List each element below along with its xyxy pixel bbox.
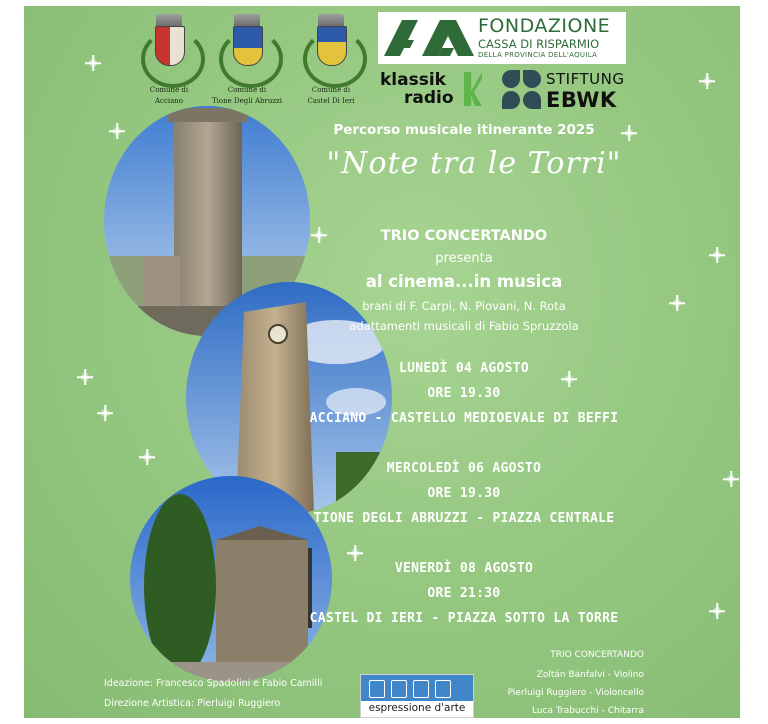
series-title: Percorso musicale itinerante 2025 xyxy=(333,122,595,138)
event-1-date: LUNEDÌ 04 AGOSTO xyxy=(398,361,530,376)
crest-name: Tione Degli Abruzzi xyxy=(212,97,282,105)
crest-comune-label: Comune di xyxy=(149,86,189,94)
sparkle xyxy=(142,452,152,462)
event-2-place: TIONE DEGLI ABRUZZI - PIAZZA CENTRALE xyxy=(313,511,615,526)
composers-line: brani di F. Carpi, N. Piovani, N. Rota xyxy=(362,299,566,313)
crest-comune-label: Comune di xyxy=(311,86,351,94)
sparkle xyxy=(80,372,90,382)
fondazione-title: FONDAZIONE xyxy=(478,15,611,37)
crest-acciano xyxy=(134,14,204,106)
crest-castel xyxy=(296,14,366,106)
sparkle xyxy=(702,76,712,86)
crest-name: Castel Di Ieri xyxy=(307,97,355,105)
sparkle xyxy=(726,474,736,484)
event-title: "Note tra le Torri" xyxy=(326,146,622,181)
music-icons-bar xyxy=(361,675,473,701)
camera-icon xyxy=(435,680,451,698)
performer-2: Pierluigi Ruggiero - Violoncello xyxy=(507,688,644,698)
klassik-line1: klassik xyxy=(380,70,446,90)
credit-direzione: Direzione Artistica: Pierluigi Ruggiero xyxy=(104,698,281,709)
sparkle xyxy=(712,250,722,260)
sparkle xyxy=(350,548,360,558)
klassik-line2: radio xyxy=(404,88,454,108)
sparkle xyxy=(112,126,122,136)
film-icon xyxy=(391,680,407,698)
crest-icon xyxy=(303,14,359,84)
tower-photo-castel xyxy=(130,476,332,682)
klassik-radio-logo xyxy=(380,70,490,110)
fondazione-logo xyxy=(378,12,626,64)
sparkle xyxy=(314,230,324,240)
fondazione-mark-icon xyxy=(384,20,474,56)
clover-icon xyxy=(502,70,542,110)
crest-icon xyxy=(219,14,275,84)
event-2-time: ORE 19.30 xyxy=(427,486,501,501)
espressione-label: espressione d'arte xyxy=(368,702,466,714)
fondazione-subtitle: CASSA DI RISPARMIO xyxy=(478,37,600,51)
presenta-label: presenta xyxy=(435,251,493,266)
program-title: al cinema...in musica xyxy=(365,272,563,291)
event-3-date: VENERDÌ 08 AGOSTO xyxy=(394,561,534,576)
crest-tione xyxy=(212,14,282,106)
mask-icon xyxy=(413,680,429,698)
sparkle xyxy=(88,58,98,68)
crest-name: Acciano xyxy=(154,97,184,105)
sparkle xyxy=(712,606,722,616)
poster xyxy=(24,6,740,718)
event-1-place: ACCIANO - CASTELLO MEDIOEVALE DI BEFFI xyxy=(309,411,619,426)
event-1-time: ORE 19.30 xyxy=(427,386,501,401)
event-2-date: MERCOLEDÌ 06 AGOSTO xyxy=(386,461,542,476)
ensemble-name: TRIO CONCERTANDO xyxy=(380,228,548,244)
note-icon xyxy=(369,680,385,698)
event-3-place: CASTEL DI IERI - PIAZZA SOTTO LA TORRE xyxy=(309,611,619,626)
sparkle xyxy=(624,128,634,138)
credit-ideazione: Ideazione: Francesco Spadolini e Fabio Camilli xyxy=(104,678,323,689)
klassik-k-icon xyxy=(464,72,482,106)
sparkle xyxy=(672,298,682,308)
sparkle xyxy=(100,408,110,418)
stiftung-line1: STIFTUNG xyxy=(546,70,625,88)
crest-comune-label: Comune di xyxy=(227,86,267,94)
stiftung-line2: EBWK xyxy=(546,88,617,112)
event-3-time: ORE 21:30 xyxy=(427,586,501,601)
stiftung-ebwk-logo xyxy=(502,68,626,112)
performer-1: Zoltán Bánfalvi - Violino xyxy=(536,670,644,680)
crest-icon xyxy=(141,14,197,84)
arrangements-line: adattamenti musicali di Fabio Spruzzola xyxy=(349,319,579,333)
performer-3: Luca Trabucchi - Chitarra xyxy=(531,706,644,716)
fondazione-subtitle2: DELLA PROVINCIA DELL'AQUILA xyxy=(478,51,598,59)
espressione-darte-logo xyxy=(360,674,474,718)
performers-heading: TRIO CONCERTANDO xyxy=(550,650,644,660)
